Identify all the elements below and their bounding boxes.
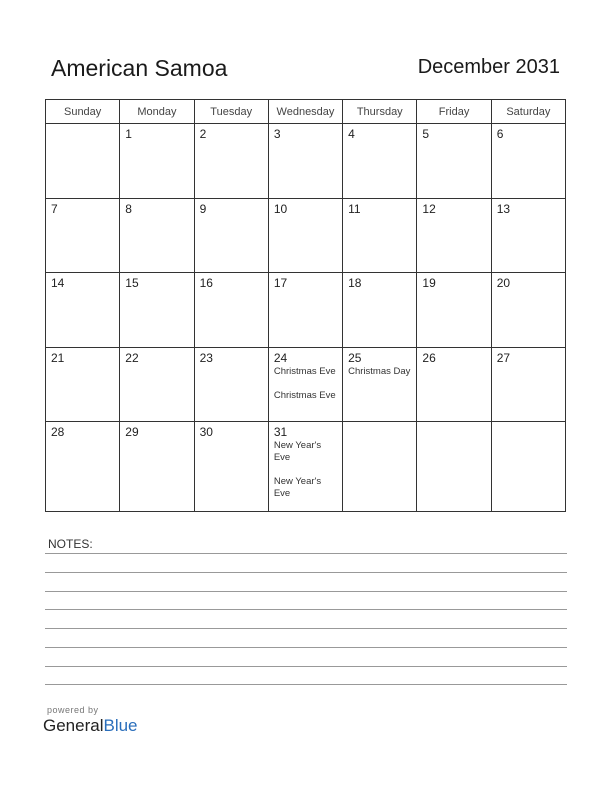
day-cell: [120, 273, 194, 348]
day-number: 17: [273, 276, 288, 291]
day-cell: [491, 422, 565, 512]
day-number: 5: [422, 127, 430, 141]
day-cell: [417, 422, 491, 512]
note-line: [45, 591, 567, 592]
day-number: 14: [51, 276, 65, 291]
day-cell: [194, 273, 268, 348]
powered-by-text: powered by: [47, 705, 99, 715]
day-cell: [268, 273, 342, 348]
holiday-event: Christmas Eve: [273, 365, 336, 377]
day-number: 25: [348, 350, 362, 365]
day-number: 20: [496, 276, 511, 291]
day-number: 26: [422, 350, 436, 365]
notes-label: NOTES:: [48, 537, 93, 551]
day-cell: [417, 198, 491, 273]
day-number: 27: [496, 350, 511, 365]
weekday-header-row: [46, 100, 566, 124]
day-number: 3: [273, 127, 281, 141]
day-cell: [343, 198, 417, 273]
day-cell: [268, 198, 342, 273]
day-number: 7: [51, 201, 58, 216]
day-number: 4: [348, 127, 355, 141]
day-cell: [343, 124, 417, 199]
day-number: 31: [273, 425, 288, 440]
day-number: 30: [199, 425, 213, 440]
weekday-monday: Monday: [120, 100, 194, 124]
day-number: 6: [496, 127, 504, 141]
day-cell: [194, 124, 268, 199]
weekday-sunday: Sunday: [46, 100, 120, 124]
day-cell: [417, 124, 491, 199]
day-cell: [417, 347, 491, 422]
day-number: 15: [125, 276, 139, 291]
day-cell: [46, 124, 120, 199]
day-cell: [120, 198, 194, 273]
week-row: [46, 124, 566, 199]
day-cell: [194, 422, 268, 512]
note-line: [45, 553, 567, 554]
day-cell: [46, 422, 120, 512]
day-cell: [343, 273, 417, 348]
holiday-event: Christmas Day: [348, 365, 411, 377]
day-number: 2: [199, 127, 207, 141]
day-cell: [194, 198, 268, 273]
week-row: [46, 273, 566, 348]
note-line: [45, 666, 567, 667]
day-cell: [491, 124, 565, 199]
day-number: 8: [125, 201, 132, 216]
day-number: 10: [273, 201, 288, 216]
day-cell: [194, 347, 268, 422]
note-line: [45, 684, 567, 685]
holiday-event: New Year's Eve: [273, 476, 322, 500]
day-number: 18: [348, 276, 362, 291]
weekday-thursday: Thursday: [343, 100, 417, 124]
day-cell: [491, 198, 565, 273]
logo-blue: Blue: [103, 716, 138, 735]
calendar-grid: [45, 99, 566, 512]
day-cell: [491, 347, 565, 422]
day-number: 23: [199, 350, 213, 365]
note-line: [45, 572, 567, 573]
weekday-friday: Friday: [417, 100, 491, 124]
day-number: 29: [125, 425, 139, 440]
day-cell: [268, 422, 342, 512]
day-number: 24: [273, 350, 288, 365]
day-cell: [120, 347, 194, 422]
week-row: [46, 198, 566, 273]
week-row: [46, 422, 566, 512]
day-number: 1: [125, 127, 132, 141]
day-number: 9: [199, 201, 207, 216]
day-number: 22: [125, 350, 139, 365]
day-cell: [268, 347, 342, 422]
day-cell: [46, 347, 120, 422]
day-cell: [343, 422, 417, 512]
day-cell: [268, 124, 342, 199]
day-cell: [120, 124, 194, 199]
note-line: [45, 609, 567, 610]
day-number: 11: [348, 201, 361, 216]
calendar-location-title: American Samoa: [51, 55, 228, 81]
day-number: 16: [199, 276, 213, 291]
day-number: 19: [422, 276, 436, 291]
day-cell: [343, 347, 417, 422]
holiday-event: Christmas Eve: [273, 389, 336, 401]
generalblue-logo: [43, 716, 138, 736]
day-number: 28: [51, 425, 65, 440]
day-cell: [491, 273, 565, 348]
day-cell: [417, 273, 491, 348]
holiday-event: New Year's Eve: [273, 440, 322, 464]
note-line: [45, 628, 567, 629]
day-cell: [46, 198, 120, 273]
day-cell: [46, 273, 120, 348]
calendar-body: [46, 124, 566, 512]
logo-general: General: [43, 716, 104, 735]
day-number: 13: [496, 201, 511, 216]
day-number: 21: [51, 350, 65, 365]
note-line: [45, 647, 567, 648]
weekday-saturday: Saturday: [491, 100, 565, 124]
weekday-tuesday: Tuesday: [194, 100, 268, 124]
week-row: [46, 347, 566, 422]
day-cell: [120, 422, 194, 512]
weekday-wednesday: Wednesday: [268, 100, 342, 124]
calendar-month-title: December 2031: [417, 56, 560, 78]
day-number: 12: [422, 201, 436, 216]
